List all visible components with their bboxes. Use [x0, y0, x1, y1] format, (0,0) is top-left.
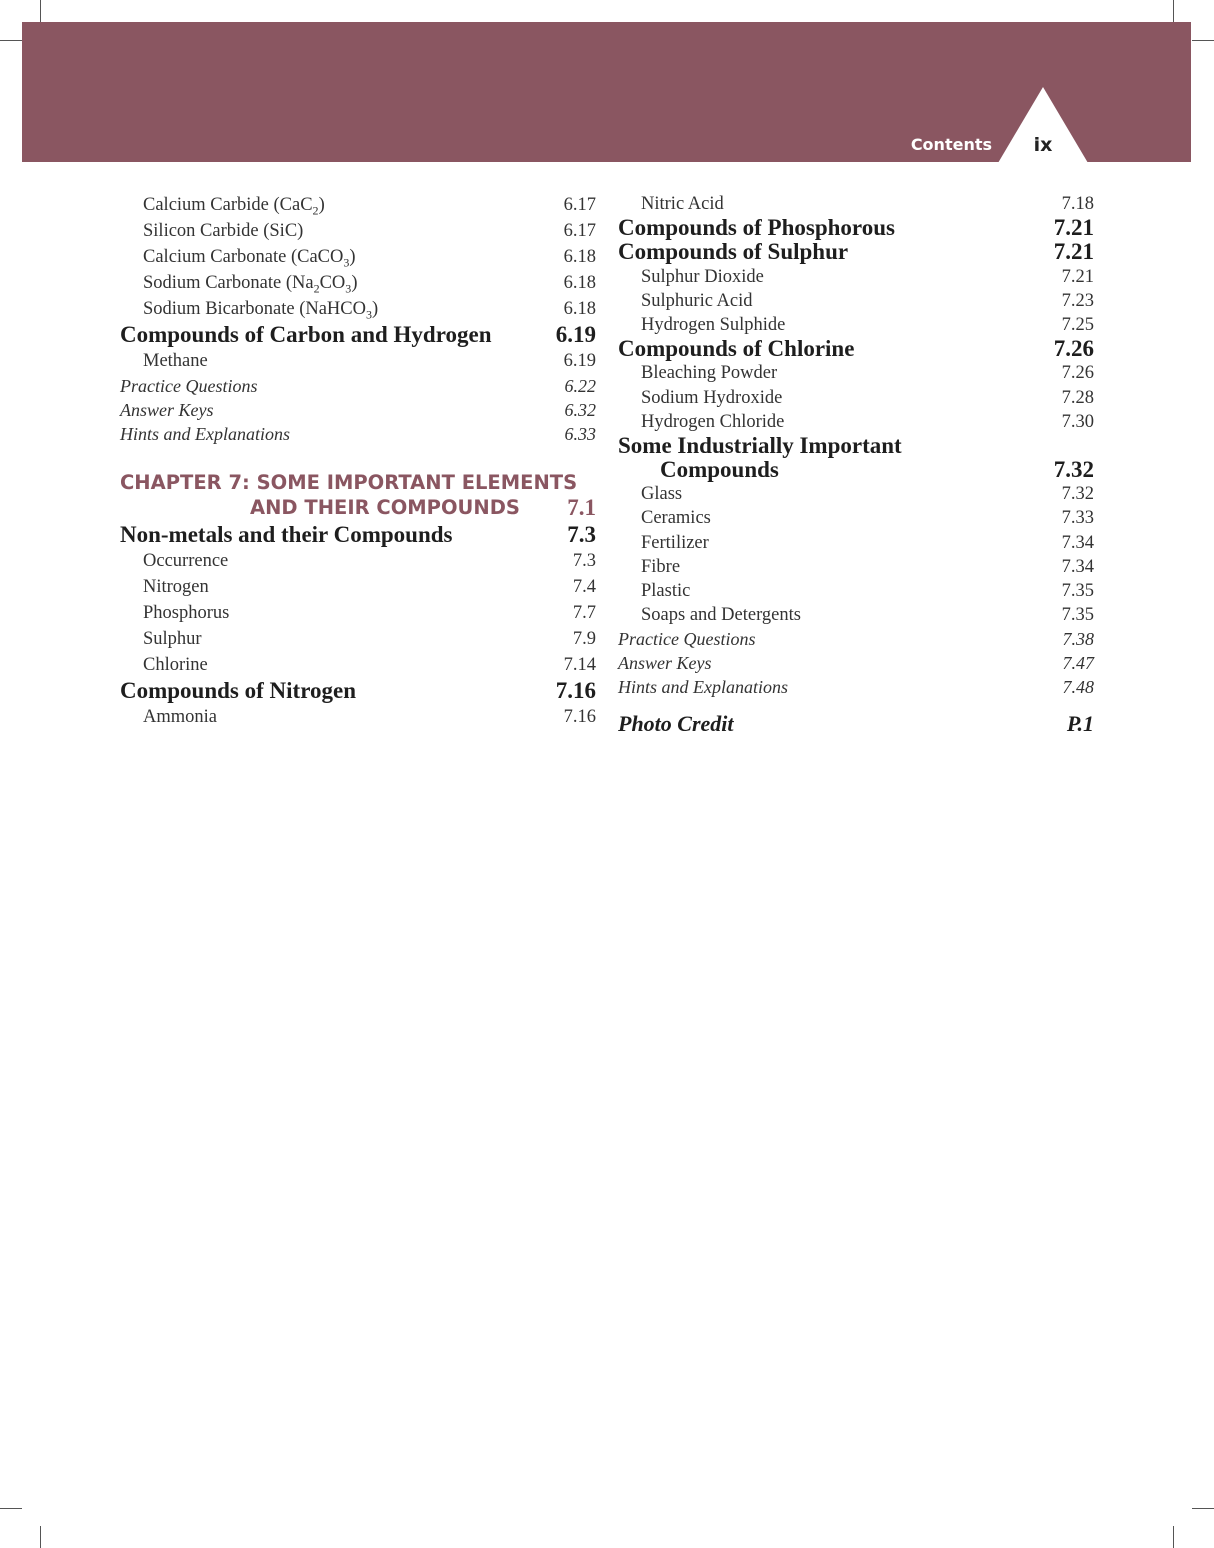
toc-entry[interactable] [120, 398, 596, 422]
toc-entry[interactable] [120, 244, 596, 270]
toc-entry[interactable] [618, 192, 1094, 216]
toc-title: Sodium Hydroxide [641, 387, 783, 408]
crop-mark [40, 1526, 41, 1548]
toc-page: 6.32 [564, 400, 596, 420]
toc-entry[interactable] [618, 410, 1094, 434]
toc-section-title-line2: Compounds [660, 457, 779, 483]
toc-page: 6.19 [563, 351, 596, 371]
toc-entry[interactable] [120, 600, 596, 626]
toc-title: Hints and Explanations [618, 677, 788, 698]
toc-entry[interactable] [120, 270, 596, 296]
toc-section-title-line1: Some Industrially Important [618, 432, 902, 458]
toc-page: 7.7 [572, 603, 596, 623]
toc-page: 6.33 [564, 424, 596, 444]
toc-page: 7.3 [567, 522, 596, 547]
toc-page: 7.33 [1061, 508, 1094, 529]
toc-entry[interactable] [618, 579, 1094, 603]
toc-page: 6.17 [563, 221, 596, 241]
toc-page: 6.18 [563, 299, 596, 319]
toc-title: Methane [143, 351, 208, 371]
toc-title: Answer Keys [120, 400, 214, 420]
toc-title: Nitric Acid [641, 194, 724, 214]
toc-left-bottom [120, 522, 596, 730]
toc-title: Sodium Bicarbonate (NaHCO$_3$) [143, 299, 379, 322]
toc-page: 7.21 [1053, 239, 1094, 265]
toc-title: Practice Questions [120, 376, 258, 396]
toc-entry[interactable] [120, 348, 596, 374]
toc-title: Practice Questions [618, 629, 756, 650]
toc-title: Non-metals and their Compounds [120, 522, 453, 547]
toc-entry[interactable] [618, 603, 1094, 627]
toc-page: P.1 [1066, 711, 1094, 737]
toc-entry[interactable] [120, 218, 596, 244]
crop-mark [1192, 40, 1214, 41]
running-head: Contents [910, 135, 992, 154]
toc-entry[interactable] [120, 652, 596, 678]
toc-title: Sodium Carbonate $(Na_2CO_3)$ [143, 273, 358, 296]
toc-title: Soaps and Detergents [641, 605, 801, 626]
toc-entry[interactable] [120, 296, 596, 322]
toc-title: Hydrogen Chloride [641, 411, 785, 432]
toc-entry[interactable] [618, 531, 1094, 555]
toc-title: Hydrogen Sulphide [641, 314, 786, 335]
chapter-title-line1: CHAPTER 7: SOME IMPORTANT ELEMENTS [120, 471, 578, 494]
toc-section-industrial[interactable] [618, 434, 1094, 482]
toc-title: Photo Credit [618, 711, 734, 737]
toc-entry[interactable] [618, 289, 1094, 313]
crop-mark [1173, 0, 1174, 22]
toc-right-bottom [618, 482, 1094, 699]
toc-entry[interactable] [618, 240, 1094, 264]
chapter-page: 7.1 [567, 495, 596, 520]
toc-title: Compounds of Nitrogen [120, 678, 356, 703]
toc-entry[interactable] [618, 506, 1094, 530]
toc-page: 7.23 [1061, 290, 1094, 311]
toc-title: Sulphur Dioxide [641, 266, 764, 287]
toc-page: 7.47 [1062, 653, 1094, 674]
toc-entry[interactable] [618, 361, 1094, 385]
toc-page: 7.26 [1061, 363, 1094, 384]
toc-page: 7.3 [572, 551, 596, 571]
toc-page: 7.30 [1061, 411, 1094, 432]
toc-page: 7.18 [1061, 194, 1094, 214]
toc-title: Compounds of Sulphur [618, 239, 849, 265]
toc-page: 6.19 [555, 322, 596, 347]
toc-photo-credit[interactable] [618, 709, 1094, 739]
toc-title: Silicon Carbide (SiC) [143, 221, 304, 241]
toc-title: Nitrogen [143, 577, 209, 597]
toc-entry[interactable] [120, 422, 596, 446]
crop-mark [0, 1508, 22, 1509]
toc-left-top [120, 192, 596, 446]
toc-entry[interactable] [120, 548, 596, 574]
toc-title: Plastic [641, 581, 691, 601]
toc-page: 7.34 [1061, 532, 1094, 553]
toc-entry[interactable] [618, 482, 1094, 506]
toc-page: 7.16 [563, 707, 596, 727]
toc-title: Fertilizer [641, 532, 709, 553]
toc-entry[interactable] [618, 555, 1094, 579]
toc-left-column [120, 192, 596, 730]
toc-entry[interactable] [120, 678, 596, 704]
toc-entry[interactable] [618, 216, 1094, 240]
toc-entry[interactable] [618, 313, 1094, 337]
toc-title: Ammonia [143, 707, 217, 727]
toc-title: Bleaching Powder [641, 363, 778, 384]
toc-entry[interactable] [618, 337, 1094, 361]
toc-entry[interactable] [120, 704, 596, 730]
toc-entry[interactable] [618, 627, 1094, 651]
toc-title: Answer Keys [618, 653, 712, 674]
toc-page: 7.32 [1053, 457, 1094, 483]
toc-entry[interactable] [618, 651, 1094, 675]
toc-title: Sulphuric Acid [641, 290, 753, 311]
toc-entry[interactable] [618, 386, 1094, 410]
toc-title: Phosphorus [143, 603, 230, 623]
toc-entry[interactable] [120, 322, 596, 348]
toc-page: 7.21 [1053, 215, 1094, 241]
crop-mark [1173, 1526, 1174, 1548]
toc-page: 7.4 [572, 577, 596, 597]
toc-page: 7.16 [555, 678, 596, 703]
toc-title: Occurrence [143, 551, 229, 571]
toc-entry[interactable] [120, 374, 596, 398]
toc-title: Glass [641, 484, 683, 505]
toc-title: Fibre [641, 556, 681, 577]
toc-page: 7.35 [1061, 581, 1094, 601]
crop-mark [40, 0, 41, 22]
spacer [120, 446, 596, 470]
toc-entry[interactable] [618, 265, 1094, 289]
chapter-title-line2: AND THEIR COMPOUNDS [250, 496, 520, 519]
toc-title: Ceramics [641, 508, 711, 529]
toc-entry[interactable] [120, 522, 596, 548]
toc-title: Chlorine [143, 655, 208, 675]
toc-title: Compounds of Chlorine [618, 336, 855, 362]
toc-page: 7.14 [563, 655, 596, 675]
chapter-heading[interactable] [120, 470, 596, 520]
toc-page: 7.38 [1062, 629, 1094, 650]
toc-page: 6.17 [563, 195, 596, 215]
toc-page: 6.18 [563, 273, 596, 293]
toc-page: 7.26 [1053, 336, 1094, 362]
toc-title: Hints and Explanations [120, 424, 290, 444]
toc-entry[interactable] [120, 626, 596, 652]
toc-page: 6.18 [563, 247, 596, 267]
toc-title: Compounds of Phosphorous [618, 215, 895, 241]
toc-page: 7.35 [1061, 605, 1094, 626]
toc-page: 7.25 [1061, 314, 1094, 335]
crop-mark [1192, 1508, 1214, 1509]
toc-page: 7.32 [1061, 484, 1094, 505]
toc-right-column [618, 192, 1094, 739]
toc-title: Calcium Carbonate (CaCO$_3$) [143, 247, 356, 270]
page-number: ix [1033, 134, 1053, 156]
toc-page: 7.28 [1061, 387, 1094, 408]
toc-page: 7.9 [572, 629, 596, 649]
toc-title: Calcium Carbide (CaC$_2$) [143, 195, 325, 218]
toc-title: Sulphur [143, 629, 202, 649]
crop-mark [0, 40, 22, 41]
toc-right-top [618, 192, 1094, 434]
toc-page: 6.22 [564, 376, 596, 396]
toc-entry[interactable] [120, 574, 596, 600]
toc-entry[interactable] [618, 675, 1094, 699]
toc-entry[interactable] [120, 192, 596, 218]
toc-page: 7.34 [1061, 556, 1094, 577]
toc-page: 7.48 [1062, 677, 1094, 698]
toc-title: Compounds of Carbon and Hydrogen [120, 322, 492, 347]
toc-page: 7.21 [1061, 266, 1094, 287]
